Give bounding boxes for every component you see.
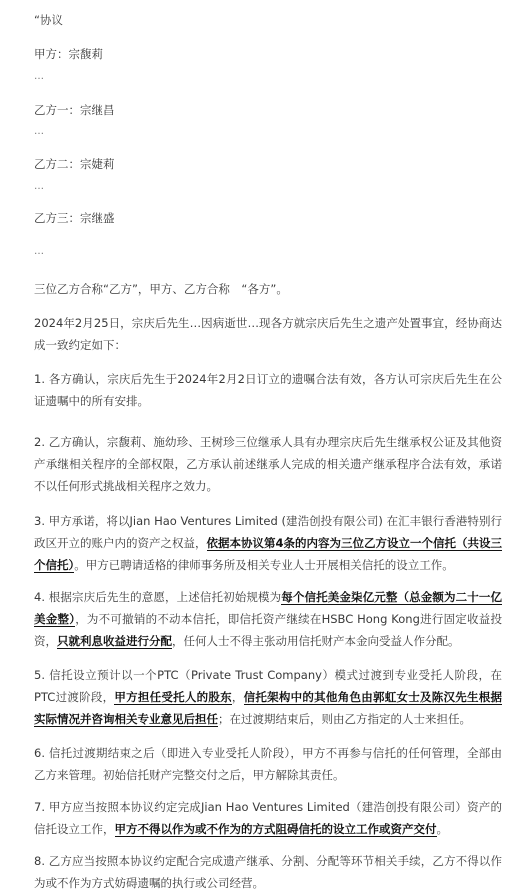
clause-4 bbox=[34, 586, 502, 652]
intro-paragraph: 2024年2月25日，宗庆后先生…因病逝世…现各方就宗庆后先生之遗产处置事宜，经协商达成一致约定如下： bbox=[34, 316, 502, 352]
party-a: 甲方：宗馥莉 bbox=[34, 47, 103, 61]
party-b3-ellipsis: … bbox=[34, 246, 45, 257]
party-b2: 乙方二：宗婕莉 bbox=[34, 157, 115, 171]
clause-7-emphasis: 甲方不得以作为或不作为的方式阻碍信托的设立工作或资产交付 bbox=[114, 822, 437, 836]
clause-5-emphasis-roles: 信托架构中的其他角色由郭虹女士及陈汉先生根据实际情况并咨询相关专业意见后担任 bbox=[34, 690, 502, 726]
clause-3-emphasis: 依据本协议第4条的内容为三位乙方设立一个信托（共设三个信托） bbox=[34, 536, 502, 572]
clause-4-text: 4. 根据宗庆后先生的意愿，上述信托初始规模为 bbox=[34, 590, 282, 604]
clause-5-emphasis-shareholder: 甲方担任受托人的股东 bbox=[114, 690, 232, 704]
clause-7 bbox=[34, 796, 502, 840]
party-b2-ellipsis: … bbox=[34, 181, 45, 192]
clause-4-emphasis-interest: 只就利息收益进行分配 bbox=[57, 634, 172, 648]
party-b1-ellipsis: … bbox=[34, 126, 45, 137]
clause-3 bbox=[34, 510, 502, 576]
parties-naming: 三位乙方合称“乙方”，甲方、乙方合称 “各方”。 bbox=[34, 282, 288, 296]
clause-4-emphasis-amount: 每个信托美金柒亿元整（总金额为二十一亿美金整） bbox=[34, 590, 502, 626]
clause-8: 8. 乙方应当按照本协议约定配合完成遗产继承、分割、分配等环节相关手续，乙方不得以作为或不作为方式妨碍遗嘱的执行或公司经营。 bbox=[34, 854, 502, 890]
clause-7-text-end: 。 bbox=[436, 822, 448, 836]
clause-6: 6. 信托过渡期结束之后（即进入专业受托人阶段），甲方不再参与信托的任何管理，全部由乙方来管理。初始信托财产完整交付之后，甲方解除其责任。 bbox=[34, 746, 502, 782]
clause-2: 2. 乙方确认，宗馥莉、施幼珍、王树珍三位继承人具有办理宗庆后先生继承权公证及其他资产承继相关程序的全部权限，乙方承认前述继承人完成的相关遗产继承程序合法有效，承诺不以任何形式挑战相关程序之效力。 bbox=[34, 435, 502, 493]
clause-4-text-end: ，任何人士不得主张动用信托财产本金向受益人作分配。 bbox=[172, 634, 460, 648]
clause-5 bbox=[34, 664, 502, 730]
party-a-ellipsis: … bbox=[34, 71, 45, 82]
clause-4-text-mid: ，为不可撤销的不动本信托，即信托资产继续在HSBC Hong Kong进行固定收益投资， bbox=[34, 612, 503, 648]
document-title: “协议 bbox=[34, 13, 63, 27]
clause-3-text-end: 。甲方已聘请适格的律师事务所及相关专业人士开展相关信托的设立工作。 bbox=[74, 558, 454, 572]
clause-5-comma: ， bbox=[231, 690, 244, 704]
clause-3-text: 3. 甲方承诺，将以Jian Hao Ventures Limited (建浩创投有限公司) 在汇丰银行香港特别行政区开立的账户内的资产之权益， bbox=[34, 514, 502, 550]
party-b3: 乙方三：宗继盛 bbox=[34, 211, 115, 225]
clause-7-text: 7. 甲方应当按照本协议约定完成Jian Hao Ventures Limited（建浩创投有限公司）资产的信托设立工作， bbox=[34, 800, 502, 836]
clause-5-text-end: ；在过渡期结束后，则由乙方指定的人士来担任。 bbox=[218, 712, 471, 726]
party-b1: 乙方一：宗继昌 bbox=[34, 103, 115, 117]
clause-1: 1. 各方确认，宗庆后先生于2024年2月2日订立的遗嘱合法有效，各方认可宗庆后先生在公证遗嘱中的所有安排。 bbox=[34, 372, 502, 408]
clause-5-text: 5. 信托设立预计以一个PTC（Private Trust Company）模式过渡到专业受托人阶段，在PTC过渡阶段， bbox=[34, 668, 502, 704]
